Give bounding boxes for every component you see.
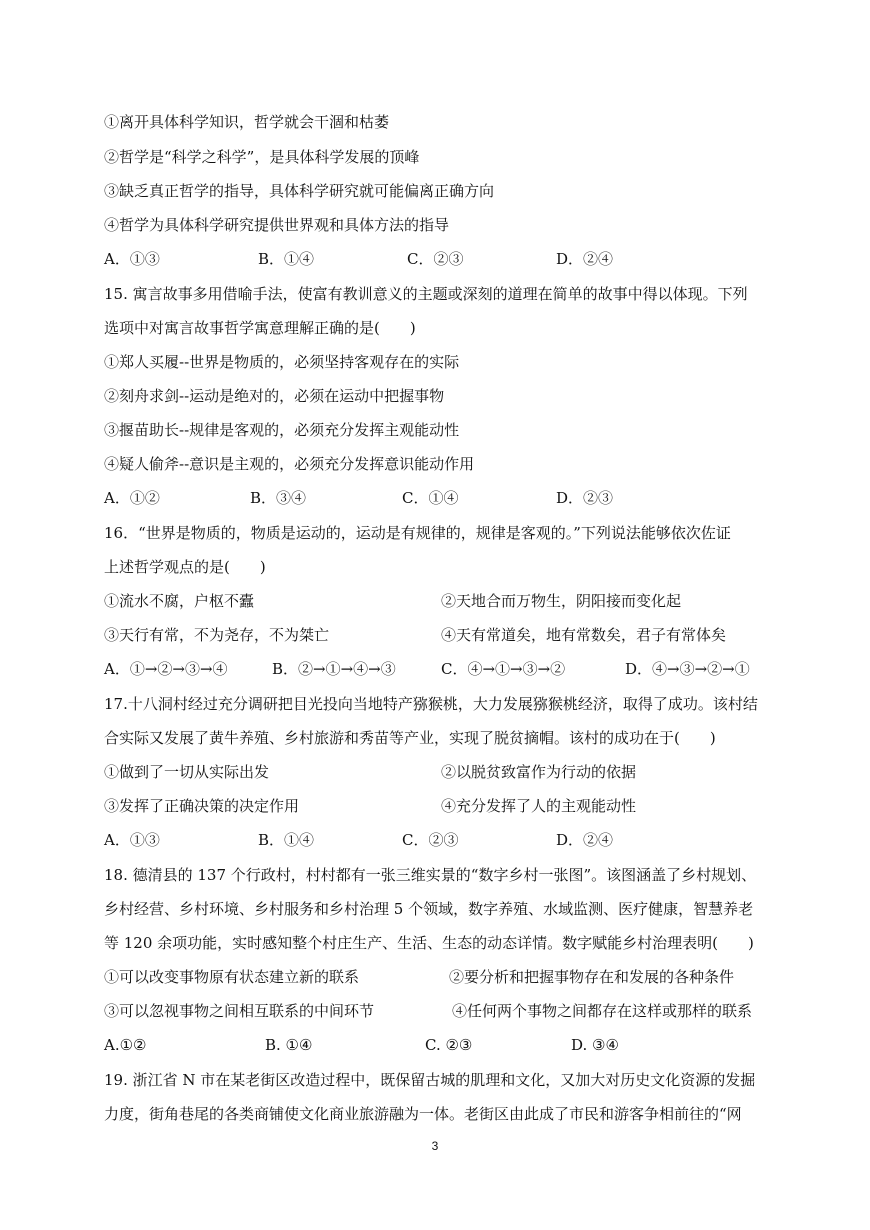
q14-statement-4: ④哲学为具体科学研究提供世界观和具体方法的指导 [104,216,450,234]
q14-statement-1: ①离开具体科学知识，哲学就会干涸和枯萎 [104,113,390,131]
q18-stem-line-3: 等 120 余项功能，实时感知整个村庄生产、生活、生态的动态详情。数字赋能乡村治理表明( ) [104,934,754,952]
q16-statement-3: ③天行有常，不为尧存，不为桀亡 [104,626,330,644]
q17-option-d: D．②④ [556,831,614,849]
q18-option-d: D. ③④ [571,1036,619,1054]
q15-stem-line-1: 15. 寓言故事多用借喻手法，使富有教训意义的主题或深刻的道理在简单的故事中得以体现。下列 [104,285,748,303]
q14-option-c: C．②③ [407,250,464,268]
q14-statement-2: ②哲学是“科学之科学”，是具体科学发展的顶峰 [104,148,420,166]
q19-stem-line-1: 19. 浙江省 N 市在某老街区改造过程中，既保留古城的肌理和文化，又加大对历史文化资源的发掘 [104,1071,756,1089]
q18-stem-line-1: 18. 德清县的 137 个行政村，村村都有一张三维实景的“数字乡村一张图”。该图涵盖了乡村规划、 [104,866,757,884]
q15-option-a: A．①② [104,489,160,507]
q15-statement-4: ④疑人偷斧--意识是主观的，必须充分发挥意识能动作用 [104,455,475,473]
q18-statement-2: ②要分析和把握事物存在和发展的各种条件 [449,968,735,986]
q16-option-a: A．①→②→③→④ [104,660,228,678]
q18-statement-1: ①可以改变事物原有状态建立新的联系 [104,968,360,986]
q16-statement-2: ②天地合而万物生，阴阳接而变化起 [441,592,682,610]
q18-stem-line-2: 乡村经营、乡村环境、乡村服务和乡村治理 5 个领域，数字养殖、水域监测、医疗健康，智慧养老 [104,900,754,918]
q17-statement-3: ③发挥了正确决策的决定作用 [104,797,300,815]
q18-statement-3: ③可以忽视事物之间相互联系的中间环节 [104,1002,375,1020]
q16-stem-line-1: 16．“世界是物质的，物质是运动的，运动是有规律的，规律是客观的。”下列说法能够依次佐证 [104,524,731,542]
q17-option-c: C．②③ [402,831,459,849]
q19-stem-line-2: 力度，街角巷尾的各类商铺使文化商业旅游融为一体。老街区由此成了市民和游客争相前往的“网 [104,1105,742,1123]
q15-option-b: B．③④ [250,489,307,507]
q14-option-d: D．②④ [556,250,614,268]
q18-option-c: C. ②③ [425,1036,473,1054]
q16-option-d: D．④→③→②→① [625,660,750,678]
q18-option-a: A.①② [104,1036,147,1054]
q15-option-d: D．②③ [556,489,614,507]
q14-option-a: A．①③ [104,250,160,268]
q16-stem-line-2: 上述哲学观点的是( ) [104,558,266,576]
q16-statement-4: ④天有常道矣，地有常数矣，君子有常体矣 [441,626,727,644]
q17-option-b: B．①④ [258,831,315,849]
q16-option-c: C．④→①→③→② [441,660,566,678]
q15-stem-line-2: 选项中对寓言故事哲学寓意理解正确的是( ) [104,319,416,337]
q18-statement-4: ④任何两个事物之间都存在这样或那样的联系 [452,1002,753,1020]
q14-option-b: B．①④ [258,250,315,268]
q17-option-a: A．①③ [104,831,160,849]
page-number: 3 [431,1139,439,1153]
q14-statement-3: ③缺乏真正哲学的指导，具体科学研究就可能偏离正确方向 [104,182,495,200]
q17-stem-line-2: 合实际又发展了黄牛养殖、乡村旅游和秀苗等产业，实现了脱贫摘帽。该村的成功在于( ) [104,729,716,747]
q17-stem-line-1: 17.十八洞村经过充分调研把目光投向当地特产猕猴桃，大力发展猕猴桃经济，取得了成功。该村结 [104,695,758,713]
q15-statement-1: ①郑人买履--世界是物质的，必须坚持客观存在的实际 [104,353,460,371]
q16-option-b: B．②→①→④→③ [272,660,396,678]
q15-option-c: C．①④ [402,489,459,507]
q17-statement-2: ②以脱贫致富作为行动的依据 [441,763,637,781]
q16-statement-1: ①流水不腐，户枢不蠹 [104,592,255,610]
q17-statement-4: ④充分发挥了人的主观能动性 [441,797,637,815]
q17-statement-1: ①做到了一切从实际出发 [104,763,270,781]
q15-statement-2: ②刻舟求剑--运动是绝对的，必须在运动中把握事物 [104,387,445,405]
q18-option-b: B. ①④ [265,1036,313,1054]
q15-statement-3: ③揠苗助长--规律是客观的，必须充分发挥主观能动性 [104,421,460,439]
